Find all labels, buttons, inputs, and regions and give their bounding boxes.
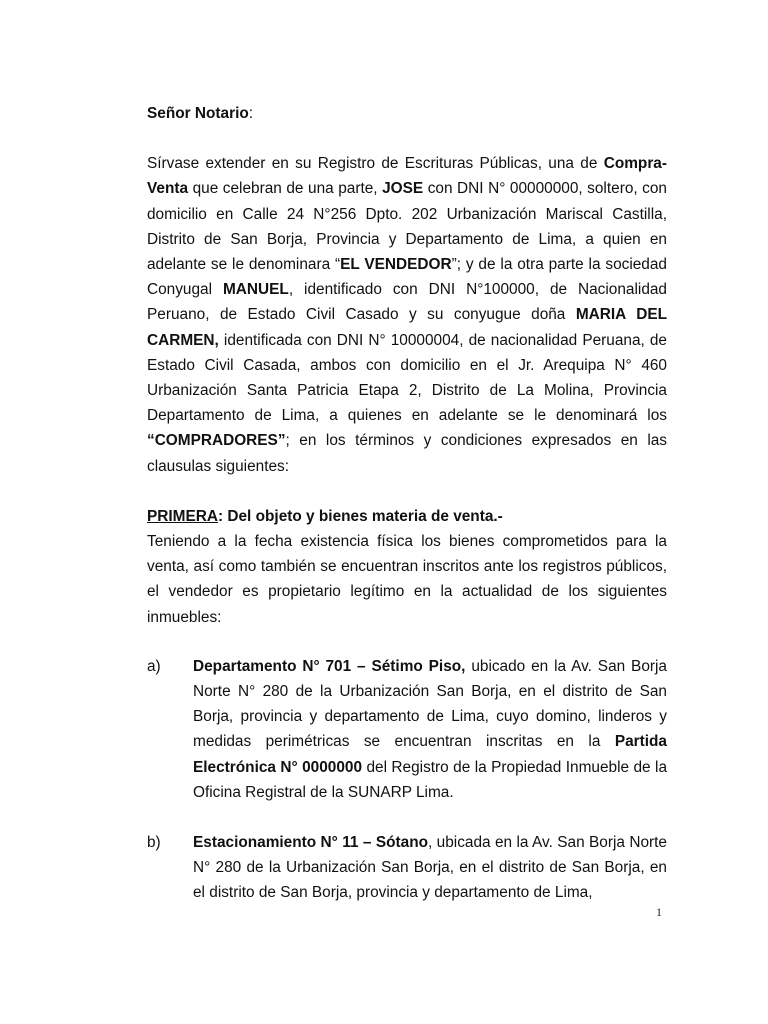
list-item-text	[193, 830, 667, 906]
intro-paragraph	[147, 151, 667, 479]
intro-bold-compraventa: Compra-Venta	[147, 155, 667, 198]
list-item-marker: a)	[147, 657, 161, 675]
item-a-title: Departamento N° 701 – Sétimo Piso,	[193, 657, 466, 675]
intro-text-3: con DNI N° 00000000, soltero, con domicilio en Calle 24 N°256 Dpto. 202 Urbanización Mariscal Castilla, Distrito de San Borja, Provincia y Departamento de Lima, a quien en adelante se le denominara “	[147, 180, 667, 274]
document-body	[147, 101, 667, 906]
intro-text-4: ”; y de la otra parte la sociedad Conyugal	[147, 256, 667, 299]
item-b-title: Estacionamiento N° 11 – Sótano	[193, 834, 428, 852]
paragraph-spacer	[147, 479, 667, 504]
intro-bold-buyer-name: MANUEL	[222, 281, 289, 299]
paragraph-spacer	[147, 630, 667, 654]
clause-primera-title: : Del objeto y bienes materia de venta.-	[217, 507, 503, 525]
list-item-text	[193, 654, 667, 805]
intro-text-6: identificada con DNI N° 10000004, de nacionalidad Peruana, de Estado Civil Casada, ambos con domicilio en el Jr. Arequipa N° 460 Urbanización Santa Patricia Etapa 2, Distrito de La Molina, Provincia Departamento de Lima, a quienes en adelante se le denominará los	[147, 331, 667, 425]
greeting-colon: :	[248, 105, 254, 122]
clause-primera-label: PRIMERA	[147, 507, 218, 525]
intro-bold-spouse-name: MARIA DEL CARMEN,	[147, 306, 667, 349]
list-item-marker: b)	[147, 834, 161, 852]
intro-text-7: ; en los términos y condiciones expresados en las clausulas siguientes:	[147, 432, 667, 475]
property-list	[147, 654, 667, 906]
greeting	[147, 101, 667, 126]
list-item	[147, 654, 667, 805]
intro-bold-compradores: “COMPRADORES”	[147, 432, 286, 450]
intro-bold-el-vendedor: EL VENDEDOR	[340, 256, 452, 274]
intro-text-5: , identificado con DNI N°100000, de Nacionalidad Peruano, de Estado Civil Casado y su conyugue doña	[147, 281, 667, 324]
intro-text-1: Sírvase extender en su Registro de Escrituras Públicas, una de	[147, 155, 604, 173]
item-a-text-1: ubicado en la Av. San Borja Norte N° 280 de la Urbanización San Borja, en el distrito de San Borja, provincia y departamento de Lima, cuyo domino, linderos y medidas perimétricas se encuentran inscritas en la	[193, 657, 667, 751]
page-number: 1	[656, 905, 662, 919]
list-item	[147, 830, 667, 906]
intro-text-2: que celebran de una parte,	[188, 180, 383, 198]
item-a-text-2: del Registro de la Propiedad Inmueble de la Oficina Registral de la SUNARP Lima.	[193, 758, 668, 801]
item-b-text-1: , ubicada en la Av. San Borja Norte N° 280 de la Urbanización San Borja, en el distrito de San Borja, en el distrito de San Borja, provincia y departamento de Lima,	[193, 834, 667, 902]
greeting-title: Señor Notario	[147, 105, 249, 122]
item-a-partida: Partida Electrónica N° 0000000	[193, 733, 667, 776]
clause-primera-heading	[147, 504, 667, 529]
clause-primera-body: Teniendo a la fecha existencia física los bienes comprometidos para la venta, así como también se encuentran inscritos ante los registros públicos, el vendedor es propietario legítimo en la actualidad de los siguientes inmuebles:	[147, 533, 667, 626]
intro-bold-seller-name: JOSE	[382, 180, 424, 198]
